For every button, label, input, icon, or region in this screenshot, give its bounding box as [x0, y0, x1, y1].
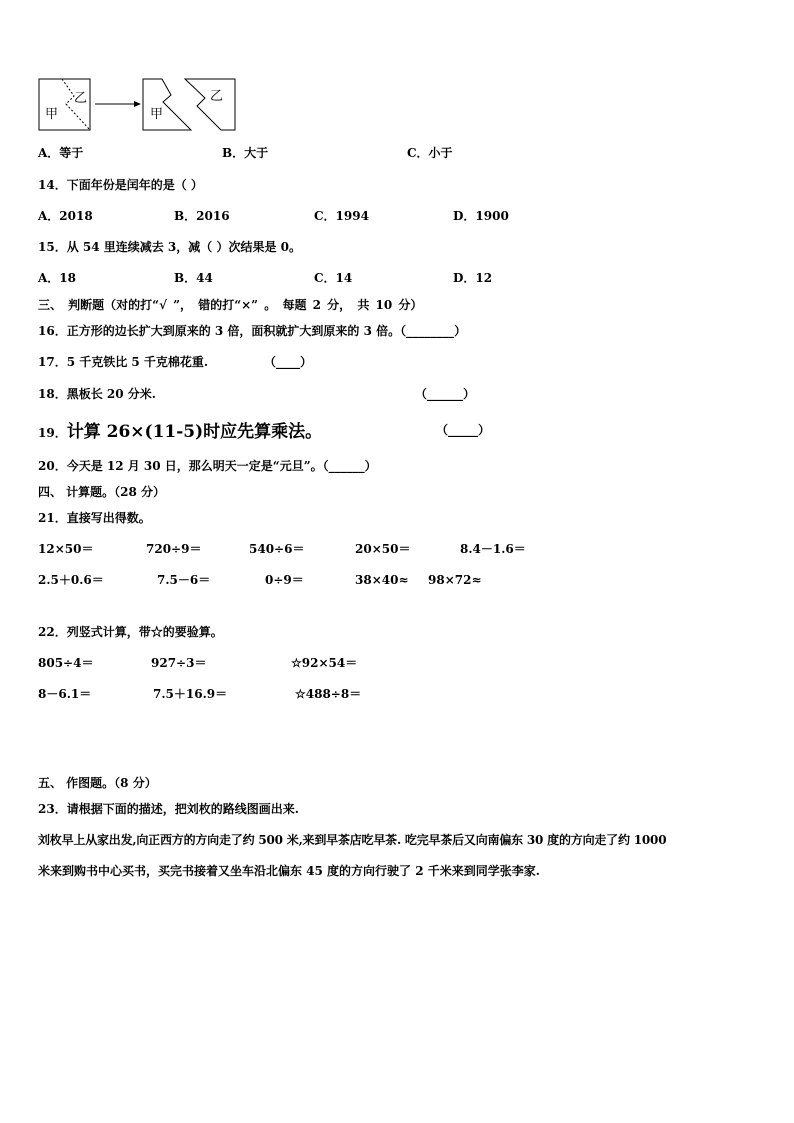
- q22-stem: 22．列竖式计算，带☆的要验算。: [38, 625, 223, 639]
- q21-item: 8.4－1.6＝: [460, 542, 526, 556]
- q22-item: 7.5＋16.9＝: [153, 687, 228, 701]
- q19-line: [38, 422, 322, 442]
- left-label-yi: 乙: [74, 91, 88, 106]
- q15-option-c[interactable]: C．14: [314, 271, 353, 285]
- q22-item: ☆92×54＝: [291, 656, 358, 670]
- shape-cut-figure: [38, 78, 238, 134]
- q17-text: 17．5 千克铁比 5 千克棉花重.: [38, 355, 209, 369]
- q23-description-line-2: 米来到购书中心买书，买完书接着又坐车沿北偏东 45 度的方向行驶了 2 千米来到同学张李家.: [38, 864, 540, 878]
- q21-item: 98×72≈: [428, 573, 482, 587]
- q20-text: 20．今天是 12 月 30 日，那么明天一定是“元旦”。（______）: [38, 459, 377, 473]
- q19-number: 19．: [38, 426, 67, 440]
- q22-item: 927÷3＝: [151, 656, 207, 670]
- left-label-jia: 甲: [45, 107, 59, 122]
- q21-item: 20×50＝: [355, 542, 411, 556]
- q15-option-b[interactable]: B．44: [174, 271, 213, 285]
- right-piece-yi: [185, 79, 235, 130]
- q13-option-c[interactable]: C．小于: [407, 146, 453, 160]
- q15-stem: 15．从 54 里连续减去 3，减（ ）次结果是 0。: [38, 240, 301, 254]
- arrow-head: [134, 101, 141, 107]
- q22-item: 8－6.1＝: [38, 687, 92, 701]
- q21-item: 7.5－6＝: [157, 573, 211, 587]
- q18-answer-blank[interactable]: （______）: [415, 387, 476, 401]
- q21-item: 2.5＋0.6＝: [38, 573, 104, 587]
- q21-item: 12×50＝: [38, 542, 94, 556]
- q21-item: 38×40≈: [355, 573, 409, 587]
- q14-option-a[interactable]: A．2018: [38, 209, 93, 223]
- section-5-title: 五、 作图题。（8 分）: [38, 776, 157, 790]
- q13-option-a[interactable]: A．等于: [38, 146, 84, 160]
- section-3-title: 三、 判断题（对的打“√ ”， 错的打“×” 。 每题 2 分， 共 10 分）: [38, 298, 423, 312]
- q23-description-line-1: 刘枚早上从家出发,向正西方的方向走了约 500 米,来到早茶店吃早茶. 吃完早茶后又向南偏东 30 度的方向走了约 1000: [38, 833, 667, 847]
- q21-item: 720÷9＝: [146, 542, 202, 556]
- q16-text: 16．正方形的边长扩大到原来的 3 倍，面积就扩大到原来的 3 倍。（________）: [38, 324, 467, 338]
- right-piece-jia: [143, 79, 191, 130]
- q19-answer-blank[interactable]: （_____）: [436, 423, 491, 437]
- q14-option-b[interactable]: B．2016: [174, 209, 230, 223]
- q22-item: 805÷4＝: [38, 656, 94, 670]
- q14-option-c[interactable]: C．1994: [314, 209, 369, 223]
- q21-stem: 21．直接写出得数。: [38, 511, 151, 525]
- section-4-title: 四、 计算题。（28 分）: [38, 485, 166, 499]
- q21-item: 0÷9＝: [265, 573, 304, 587]
- q21-item: 540÷6＝: [249, 542, 305, 556]
- q23-stem: 23．请根据下面的描述，把刘枚的路线图画出来.: [38, 802, 299, 816]
- q22-item: ☆488÷8＝: [295, 687, 362, 701]
- shape-cut-diagram: [38, 78, 238, 134]
- q14-option-d[interactable]: D．1900: [453, 209, 509, 223]
- q14-stem: 14．下面年份是闰年的是（ ）: [38, 178, 203, 192]
- right-label-yi: 乙: [210, 89, 224, 104]
- q15-option-d[interactable]: D．12: [453, 271, 493, 285]
- right-label-jia: 甲: [150, 107, 164, 122]
- q15-option-a[interactable]: A．18: [38, 271, 77, 285]
- q19-text: 计算 26×(11-5)时应先算乘法。: [66, 422, 323, 442]
- q18-text: 18．黑板长 20 分米.: [38, 387, 156, 401]
- q13-option-b[interactable]: B．大于: [222, 146, 269, 160]
- q17-answer-blank[interactable]: （____）: [264, 355, 313, 369]
